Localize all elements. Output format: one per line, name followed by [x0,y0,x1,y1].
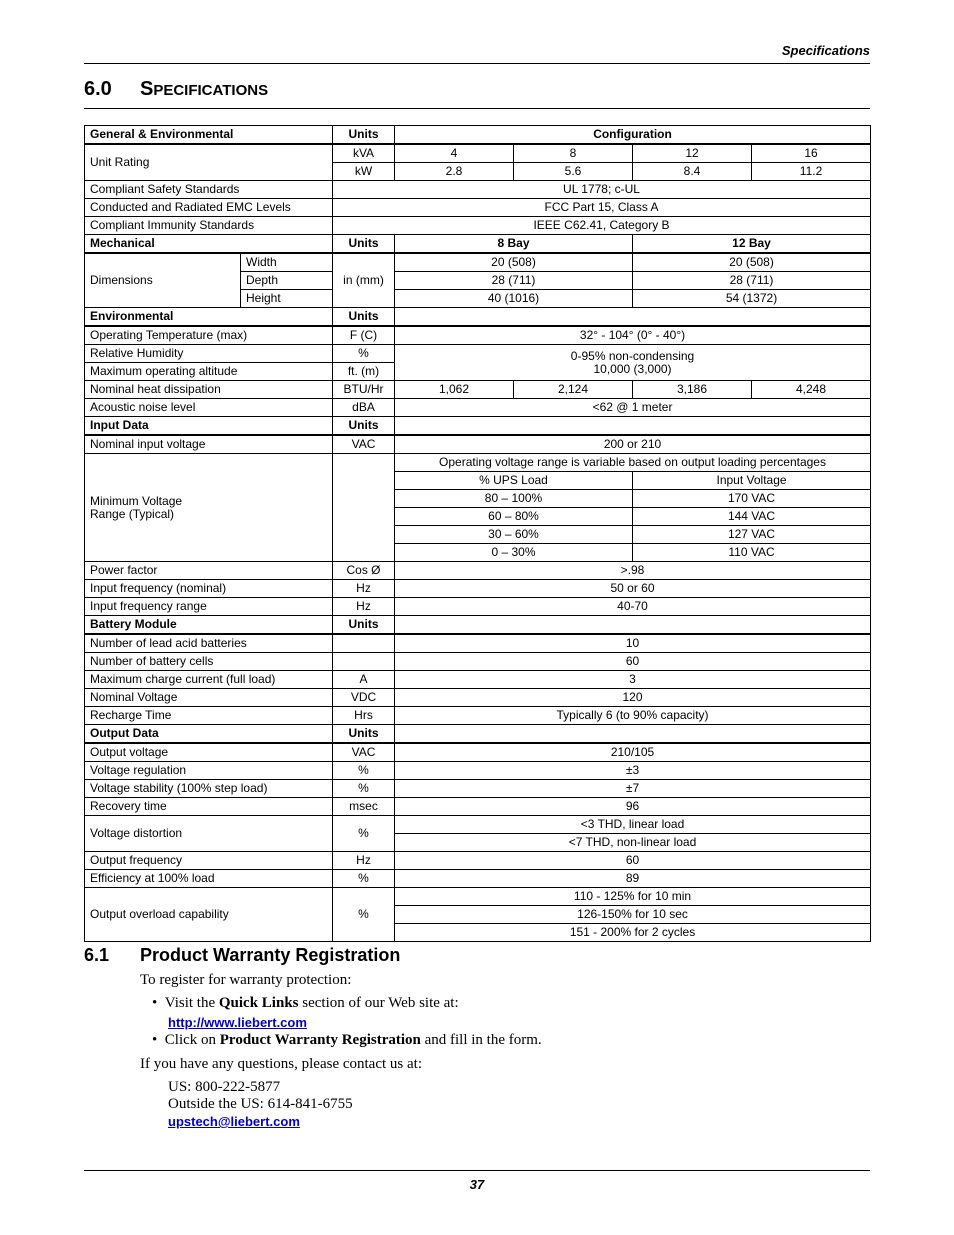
value-cell: 40 (1016) [395,290,633,308]
row-label: Maximum charge current (full load) [85,671,333,689]
row-label: Voltage stability (100% step load) [85,780,333,798]
row-label: Output voltage [85,743,333,762]
section-title-cap: S [140,78,154,100]
section-rule [84,108,870,109]
row-label: Relative Humidity [85,345,333,363]
value-cell: 60 – 80% [395,508,633,526]
table-row [85,780,871,798]
bullet-quick-links: • Visit the Quick Links section of our Web site at: [152,995,459,1011]
table-row [85,707,871,725]
units-cell: Hz [333,580,395,598]
table-row [85,580,871,598]
units-cell: kW [333,163,395,181]
table-row [85,762,871,780]
units-cell: A [333,671,395,689]
row-label: Recovery time [85,798,333,816]
table-row [85,870,871,888]
row-label: Acoustic noise level [85,399,333,417]
header-label: Battery Module [85,616,333,635]
warranty-heading [84,945,400,966]
table-row [85,743,871,762]
sub-label: Height [241,290,333,308]
units-cell: % [333,762,395,780]
value-cell: 60 [395,653,871,671]
value-cell: 28 (711) [395,272,633,290]
value-cell: 3 [395,671,871,689]
row-label: Nominal Voltage [85,689,333,707]
value-cell: 50 or 60 [395,580,871,598]
header-units: Units [333,725,395,744]
table-row [85,345,871,363]
row-label: Input frequency (nominal) [85,580,333,598]
row-label: Number of lead acid batteries [85,634,333,653]
value-cell: >.98 [395,562,871,580]
units-cell: Hz [333,852,395,870]
row-label: Maximum operating altitude [85,363,333,381]
value-cell: IEEE C62.41, Category B [333,217,871,235]
value-cell: 89 [395,870,871,888]
value-cell: 54 (1372) [633,290,871,308]
section-header-input [85,417,871,436]
row-label: Number of battery cells [85,653,333,671]
row-label: Operating Temperature (max) [85,326,333,345]
row-label: Compliant Immunity Standards [85,217,333,235]
value-cell: 0 – 30% [395,544,633,562]
sub-label: Width [241,253,333,272]
value-cell: 11.2 [752,163,871,181]
value-cell: 20 (508) [395,253,633,272]
units-cell: Hz [333,598,395,616]
header-12-bay: 12 Bay [633,235,871,254]
value-cell: FCC Part 15, Class A [333,199,871,217]
section-title-rest: PECIFICATIONS [153,82,269,99]
header-units: Units [333,417,395,436]
units-cell: VAC [333,743,395,762]
header-label: Output Data [85,725,333,744]
value-cell: 20 (508) [633,253,871,272]
table-row [85,144,871,163]
units-cell: kVA [333,144,395,163]
row-label: Unit Rating [85,144,333,181]
table-row [85,653,871,671]
table-row [85,888,871,906]
value-cell: 80 – 100% [395,490,633,508]
section-header-output [85,725,871,744]
us-phone: US: 800-222-5877 [168,1079,281,1095]
table-row [85,217,871,235]
support-email-link[interactable]: upstech@liebert.com [168,1114,300,1129]
units-cell: VAC [333,435,395,454]
header-configuration: Configuration [395,126,871,145]
value-cell: ±7 [395,780,871,798]
bullet-registration: • Click on Product Warranty Registration and fill in the form. [152,1032,542,1048]
value-cell: 32° - 104° (0° - 40°) [395,326,871,345]
value-cell: UL 1778; c-UL [333,181,871,199]
units-cell: ft. (m) [333,363,395,381]
value-cell: 10 [395,634,871,653]
value-cell: 0-95% non-condensing 10,000 (3,000) [395,345,871,381]
value-cell: 40-70 [395,598,871,616]
row-label: Compliant Safety Standards [85,181,333,199]
value-cell: 1,062 [395,381,514,399]
header-rule [84,63,870,64]
value-cell: <3 THD, linear load [395,816,871,834]
row-label: Input frequency range [85,598,333,616]
footer-rule [84,1170,870,1171]
section-header-general [85,126,871,145]
value-cell: 16 [752,144,871,163]
value-cell: 151 - 200% for 2 cycles [395,924,871,942]
units-cell [333,653,395,671]
header-units: Units [333,616,395,635]
table-row [85,562,871,580]
row-label: Output frequency [85,852,333,870]
value-cell: 4,248 [752,381,871,399]
section-number: 6.0 [84,78,112,100]
value-cell: ±3 [395,762,871,780]
value-cell: 3,186 [633,381,752,399]
table-row [85,634,871,653]
row-label: Voltage regulation [85,762,333,780]
page-number: 37 [469,1177,485,1192]
value-cell: <7 THD, non-linear load [395,834,871,852]
table-row [85,326,871,345]
units-cell: % [333,870,395,888]
value-cell: <62 @ 1 meter [395,399,871,417]
table-row [85,181,871,199]
value-cell: 170 VAC [633,490,871,508]
header-units: Units [333,235,395,254]
header-label: Mechanical [85,235,333,254]
row-label: Dimensions [85,253,241,308]
section-title [84,78,268,101]
units-cell: % [333,780,395,798]
units-cell: % [333,816,395,852]
table-row [85,816,871,834]
value-cell: 127 VAC [633,526,871,544]
units-cell: % [333,345,395,363]
value-cell: Typically 6 (to 90% capacity) [395,707,871,725]
units-cell [333,634,395,653]
value-cell: 120 [395,689,871,707]
units-cell: in (mm) [333,253,395,308]
row-label: Nominal heat dissipation [85,381,333,399]
table-row [85,454,871,472]
units-cell [333,454,395,562]
value-cell: 210/105 [395,743,871,762]
value-cell: 8.4 [633,163,752,181]
section-header-battery [85,616,871,635]
value-cell: 5.6 [514,163,633,181]
table-row [85,435,871,454]
table-row [85,671,871,689]
units-cell: % [333,888,395,942]
value-cell: 2,124 [514,381,633,399]
row-label: Output overload capability [85,888,333,942]
table-row [85,253,871,272]
table-row [85,199,871,217]
units-cell: VDC [333,689,395,707]
value-cell: 126-150% for 10 sec [395,906,871,924]
header-units: Units [333,126,395,145]
value-cell: % UPS Load [395,472,633,490]
value-cell: 4 [395,144,514,163]
value-cell: 144 VAC [633,508,871,526]
header-label: Environmental [85,308,333,327]
value-cell: 110 VAC [633,544,871,562]
value-cell: 28 (711) [633,272,871,290]
row-label: Conducted and Radiated EMC Levels [85,199,333,217]
value-cell: 30 – 60% [395,526,633,544]
value-cell: 8 [514,144,633,163]
row-label: Minimum Voltage Range (Typical) [85,454,333,562]
units-cell: Hrs [333,707,395,725]
header-8-bay: 8 Bay [395,235,633,254]
warranty-number: 6.1 [84,945,110,965]
table-row [85,598,871,616]
section-header-mechanical [85,235,871,254]
table-row [85,381,871,399]
header-label: General & Environmental [85,126,333,145]
value-cell: 60 [395,852,871,870]
table-row [85,399,871,417]
outside-us-phone: Outside the US: 614-841-6755 [168,1096,353,1112]
table-row [85,852,871,870]
value-cell: Input Voltage [633,472,871,490]
units-cell: Cos Ø [333,562,395,580]
section-header-environmental [85,308,871,327]
value-cell: 12 [633,144,752,163]
sub-label: Depth [241,272,333,290]
table-row [85,798,871,816]
units-cell: dBA [333,399,395,417]
warranty-intro: To register for warranty protection: [140,972,352,988]
row-label: Recharge Time [85,707,333,725]
value-cell: Operating voltage range is variable based on output loading percentages [395,454,871,472]
table-row [85,689,871,707]
row-label: Power factor [85,562,333,580]
value-cell: 2.8 [395,163,514,181]
warranty-title: Product Warranty Registration [140,945,401,965]
header-label: Input Data [85,417,333,436]
row-label: Nominal input voltage [85,435,333,454]
value-cell: 96 [395,798,871,816]
units-cell: BTU/Hr [333,381,395,399]
row-label: Voltage distortion [85,816,333,852]
value-cell: 110 - 125% for 10 min [395,888,871,906]
value-cell: 200 or 210 [395,435,871,454]
units-cell: F (C) [333,326,395,345]
questions-text: If you have any questions, please contact us at: [140,1056,422,1072]
header-units: Units [333,308,395,327]
row-label: Efficiency at 100% load [85,870,333,888]
running-header: Specifications [781,43,870,58]
specifications-table [84,125,871,942]
units-cell: msec [333,798,395,816]
liebert-website-link[interactable]: http://www.liebert.com [168,1015,307,1030]
